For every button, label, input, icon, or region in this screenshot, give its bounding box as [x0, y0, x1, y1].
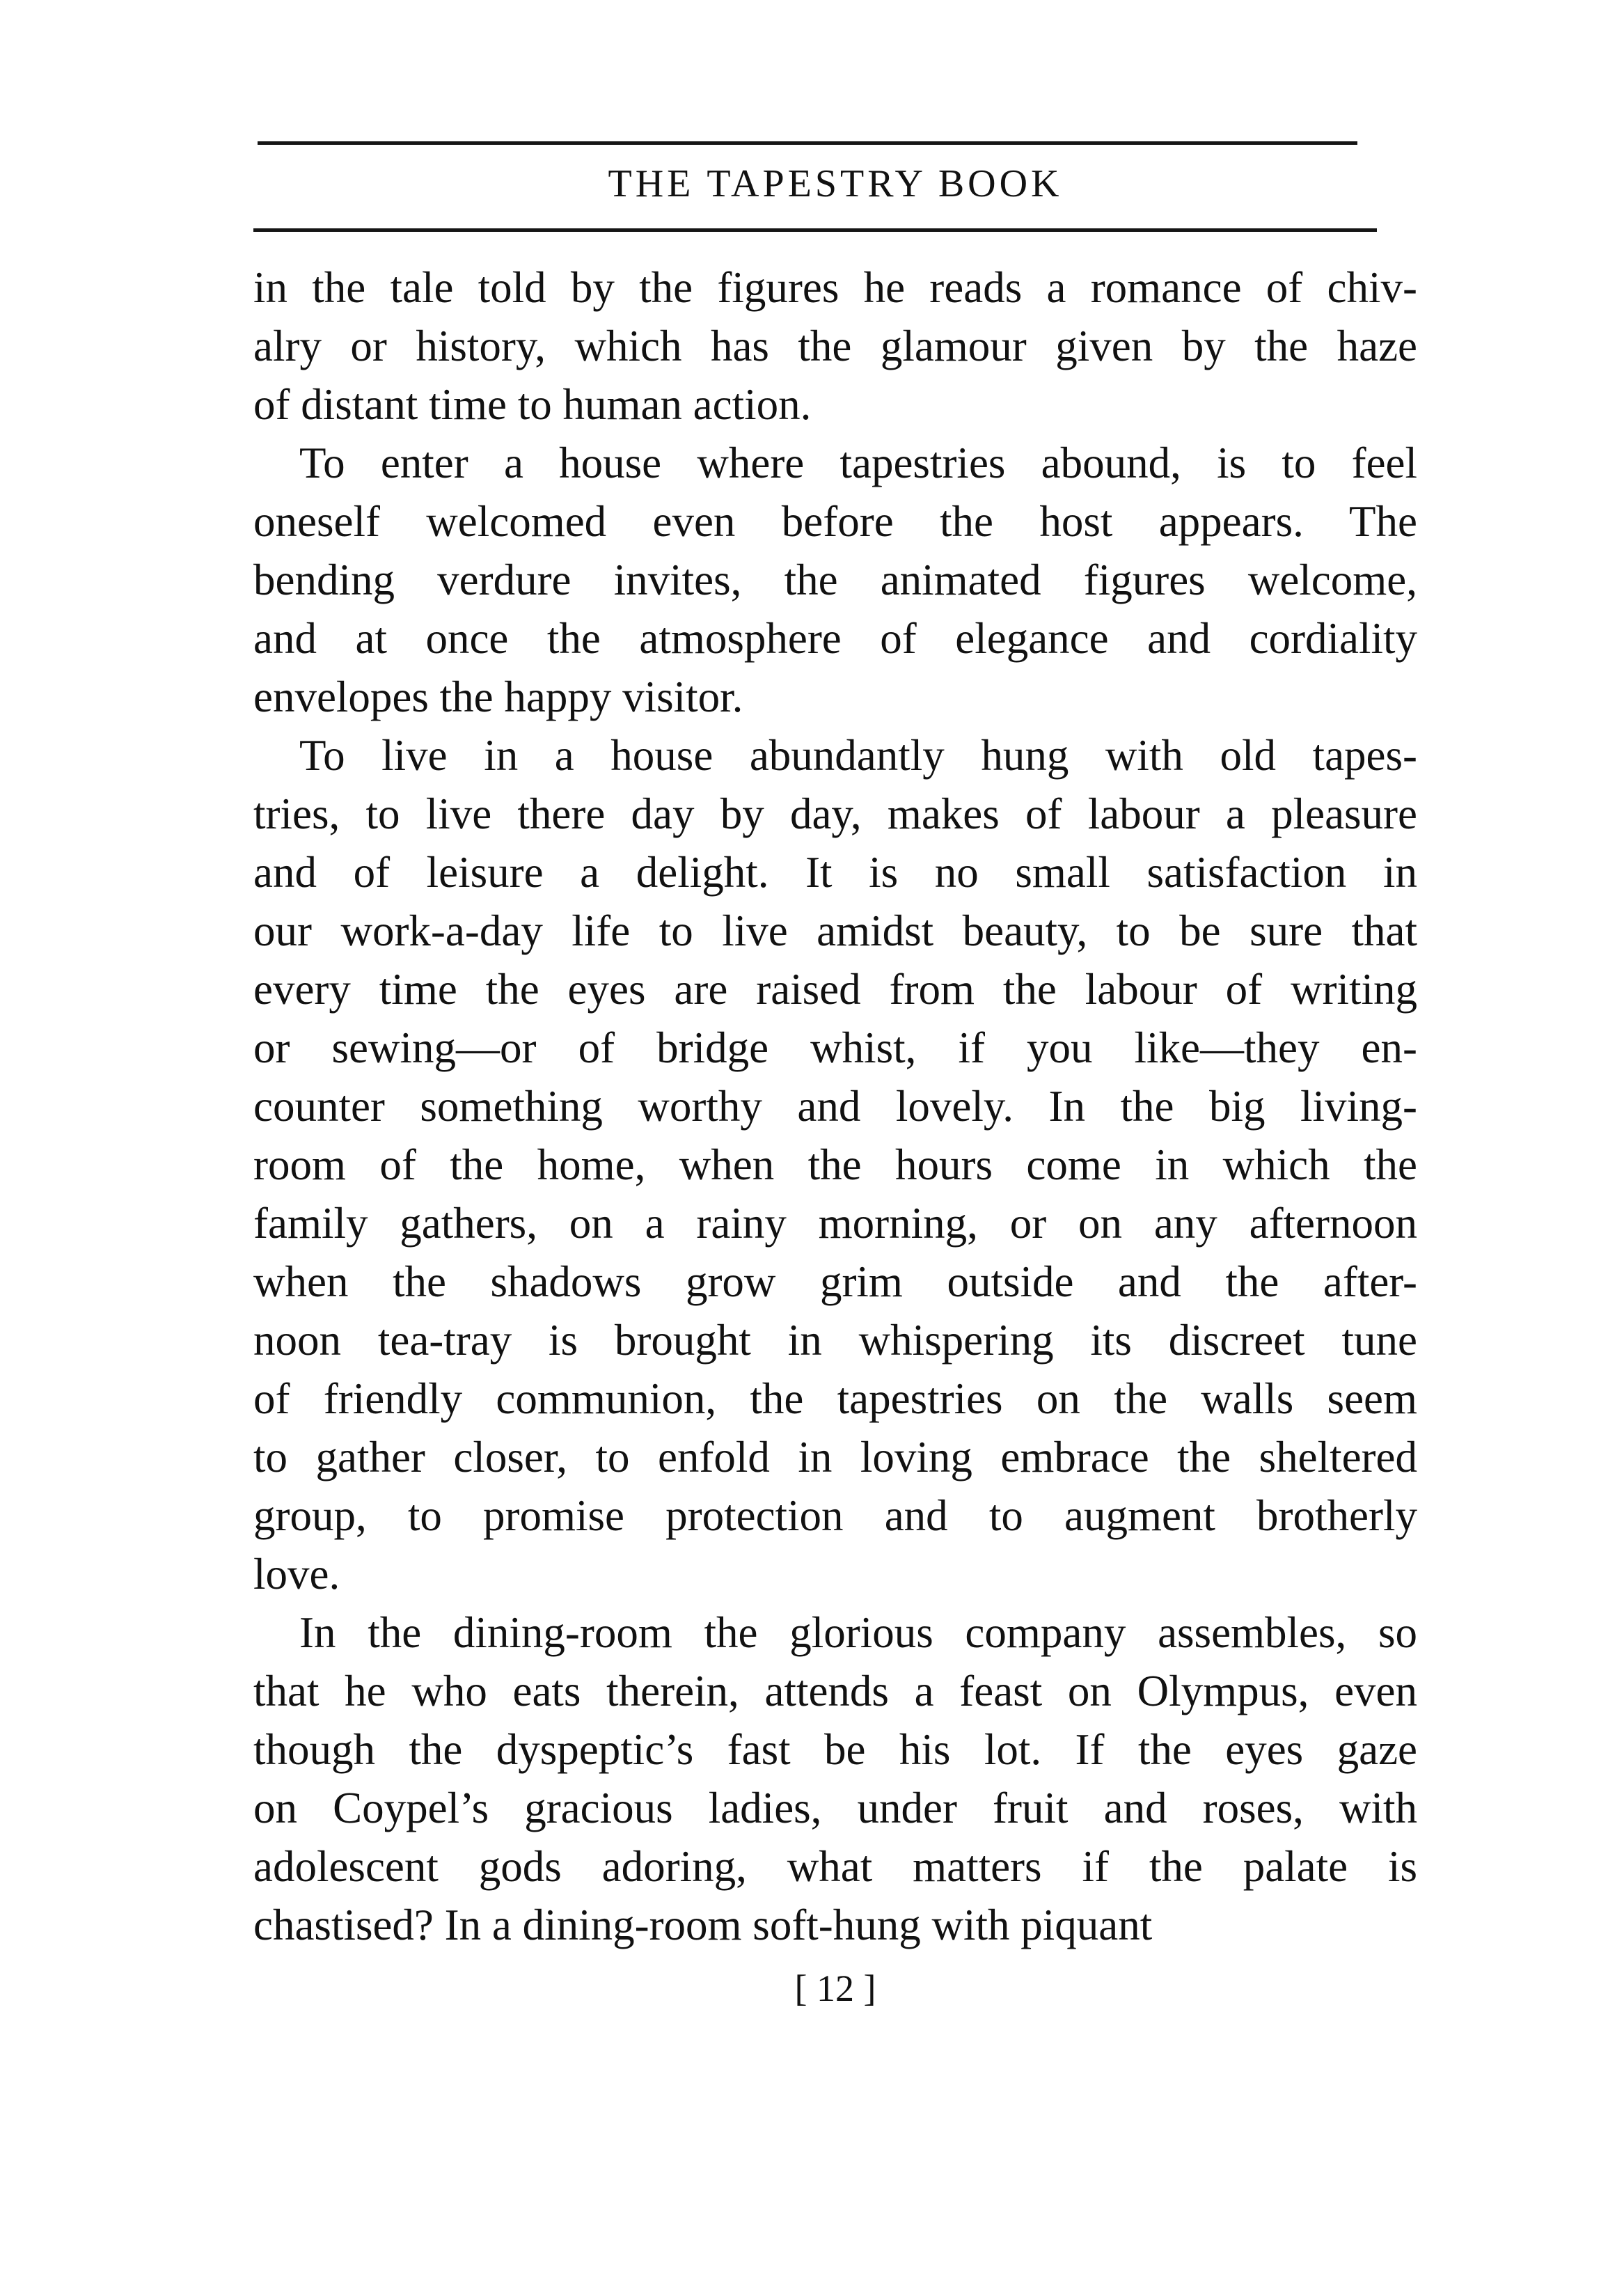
text-line: envelopes the happy visitor. — [253, 673, 743, 721]
text-line: our work-a-day life to live amidst beauty, to be sure that — [253, 906, 1417, 955]
text-line: tries, to live there day by day, makes of labour a pleasure — [253, 789, 1417, 838]
paragraph — [253, 258, 1417, 434]
text-line: bending verdure invites, the animated figures welcome, — [253, 556, 1417, 604]
page-number: [ 12 ] — [794, 1967, 876, 2009]
text-line: noon tea-tray is brought in whispering its discreet tune — [253, 1316, 1417, 1365]
text-line: counter something worthy and lovely. In the big living- — [253, 1082, 1417, 1131]
text-line: on Coypel’s gracious ladies, under fruit and roses, with — [253, 1784, 1417, 1832]
text-line: in the tale told by the figures he reads a romance of chiv- — [253, 263, 1417, 312]
text-line: to gather closer, to enfold in loving embrace the sheltered — [253, 1433, 1417, 1482]
text-line: room of the home, when the hours come in which the — [253, 1140, 1417, 1189]
header-rule-bottom — [253, 228, 1377, 232]
text-line: oneself welcomed even before the host appears. The — [253, 497, 1417, 546]
text-line: that he who eats therein, attends a feast on Olympus, even — [253, 1667, 1417, 1715]
text-line: family gathers, on a rainy morning, or on any afternoon — [253, 1199, 1417, 1248]
header-rule-top — [258, 141, 1357, 145]
text-line: every time the eyes are raised from the labour of writing — [253, 965, 1417, 1014]
text-line: alry or history, which has the glamour given by the haze — [253, 322, 1417, 370]
text-line: when the shadows grow grim outside and the after- — [253, 1257, 1417, 1306]
text-line: To live in a house abundantly hung with old tapes- — [299, 731, 1417, 780]
text-line: group, to promise protection and to augment brotherly — [253, 1491, 1417, 1540]
text-line: To enter a house where tapestries abound, is to feel — [299, 439, 1417, 487]
text-line: of distant time to human action. — [253, 380, 812, 429]
text-line: adolescent gods adoring, what matters if the palate is — [253, 1842, 1417, 1891]
paragraph — [253, 1603, 1417, 1954]
body-text — [253, 258, 1417, 1954]
text-line: love. — [253, 1550, 340, 1598]
text-line: In the dining-room the glorious company assembles, so — [299, 1608, 1417, 1657]
text-line: though the dyspeptic’s fast be his lot. If the eyes gaze — [253, 1725, 1417, 1774]
text-line: or sewing—or of bridge whist, if you like—they en- — [253, 1023, 1417, 1072]
text-line: chastised? In a dining-room soft-hung with piquant — [253, 1901, 1153, 1949]
text-line: and at once the atmosphere of elegance and cordiality — [253, 614, 1417, 663]
paragraph — [253, 726, 1417, 1603]
text-line: and of leisure a delight. It is no small satisfaction in — [253, 848, 1417, 897]
paragraph — [253, 434, 1417, 726]
running-title: THE TAPESTRY BOOK — [608, 162, 1063, 205]
text-line: of friendly communion, the tapestries on the walls seem — [253, 1374, 1417, 1423]
